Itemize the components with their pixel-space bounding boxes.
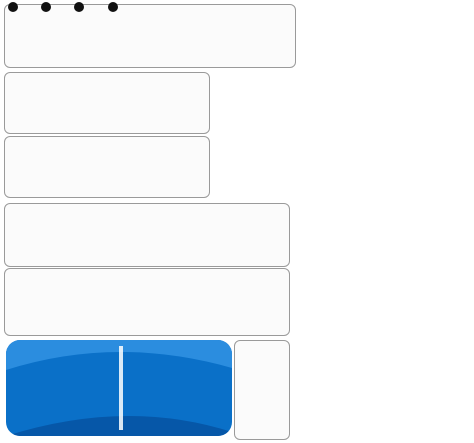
label-a <box>8 2 18 12</box>
label-d <box>108 2 118 12</box>
fuse-panel-row2 <box>4 136 210 198</box>
label-c <box>74 2 84 12</box>
label-b <box>41 2 51 12</box>
logo-swoosh <box>6 340 232 436</box>
fuse-panel-bottom <box>234 340 290 440</box>
fuse-panel-row3 <box>4 203 290 267</box>
top-label-row <box>8 2 68 12</box>
dacia-lodgy-logo <box>6 340 232 436</box>
fuse-legend <box>303 0 473 443</box>
fuse-panel-row1 <box>4 72 210 134</box>
fuse-panel-row4 <box>4 268 290 336</box>
top-fuse-panel <box>4 4 296 68</box>
